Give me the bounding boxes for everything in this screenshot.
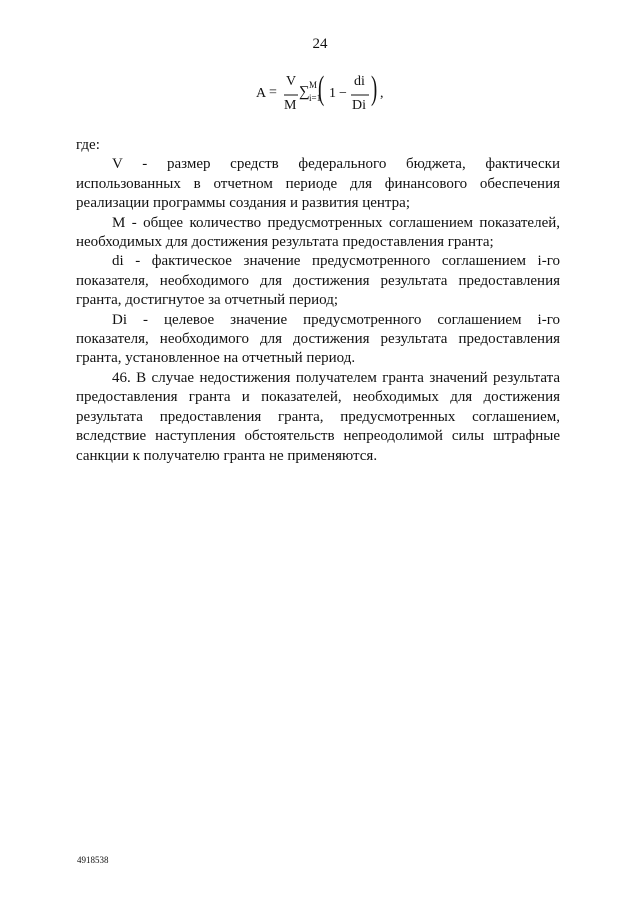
- formula-lhs: A: [256, 86, 267, 101]
- definition-di: di - фактическое значение предусмотренного соглашением i-го показателя, необходимого для достижения результата предоставления гранта, достигнутое за отчетный период;: [76, 253, 560, 309]
- formula-equals: =: [269, 85, 277, 100]
- definition-v: V - размер средств федерального бюджета, фактически использованных в отчетном периоде для финансового обеспечения реализации программы создания и развития центра;: [76, 156, 560, 212]
- formula-inner-line: [351, 94, 369, 96]
- document-body: [76, 136, 560, 466]
- definition-m: M - общее количество предусмотренных соглашением показателей, необходимых для достижения результата предоставления гранта;: [76, 214, 560, 251]
- formula: [256, 72, 396, 118]
- formula-sigma: ∑: [299, 84, 310, 100]
- where-label: где:: [76, 137, 100, 153]
- formula-frac-num: V: [286, 74, 297, 89]
- formula-inner-num: di: [354, 74, 365, 89]
- document-number: 4918538: [77, 855, 109, 865]
- formula-frac-den: M: [284, 98, 297, 113]
- formula-minus: −: [339, 86, 347, 101]
- formula-one: 1: [329, 86, 336, 101]
- page-number: 24: [312, 36, 328, 52]
- formula-comma: ,: [380, 86, 384, 101]
- formula-sum-lower: i=1: [309, 93, 322, 103]
- formula-sum-upper: M: [309, 80, 318, 90]
- definition-Di: Di - целевое значение предусмотренного соглашением i-го показателя, необходимого для достижения результата предоставления гранта, установленное на отчетный период.: [76, 311, 560, 367]
- formula-inner-den: Di: [352, 98, 366, 113]
- formula-open-paren: (: [318, 70, 325, 107]
- formula-close-paren: ): [371, 70, 378, 107]
- formula-frac-line: [284, 94, 298, 96]
- paragraph-46: 46. В случае недостижения получателем гранта значений результата предоставления гранта и показателей, необходимых для достижения результата предоставления гранта, предусмотренных соглашением, вследствие наступления обстоятельств непреодолимой силы штрафные санкции к получателю гранта не применяются.: [76, 369, 560, 464]
